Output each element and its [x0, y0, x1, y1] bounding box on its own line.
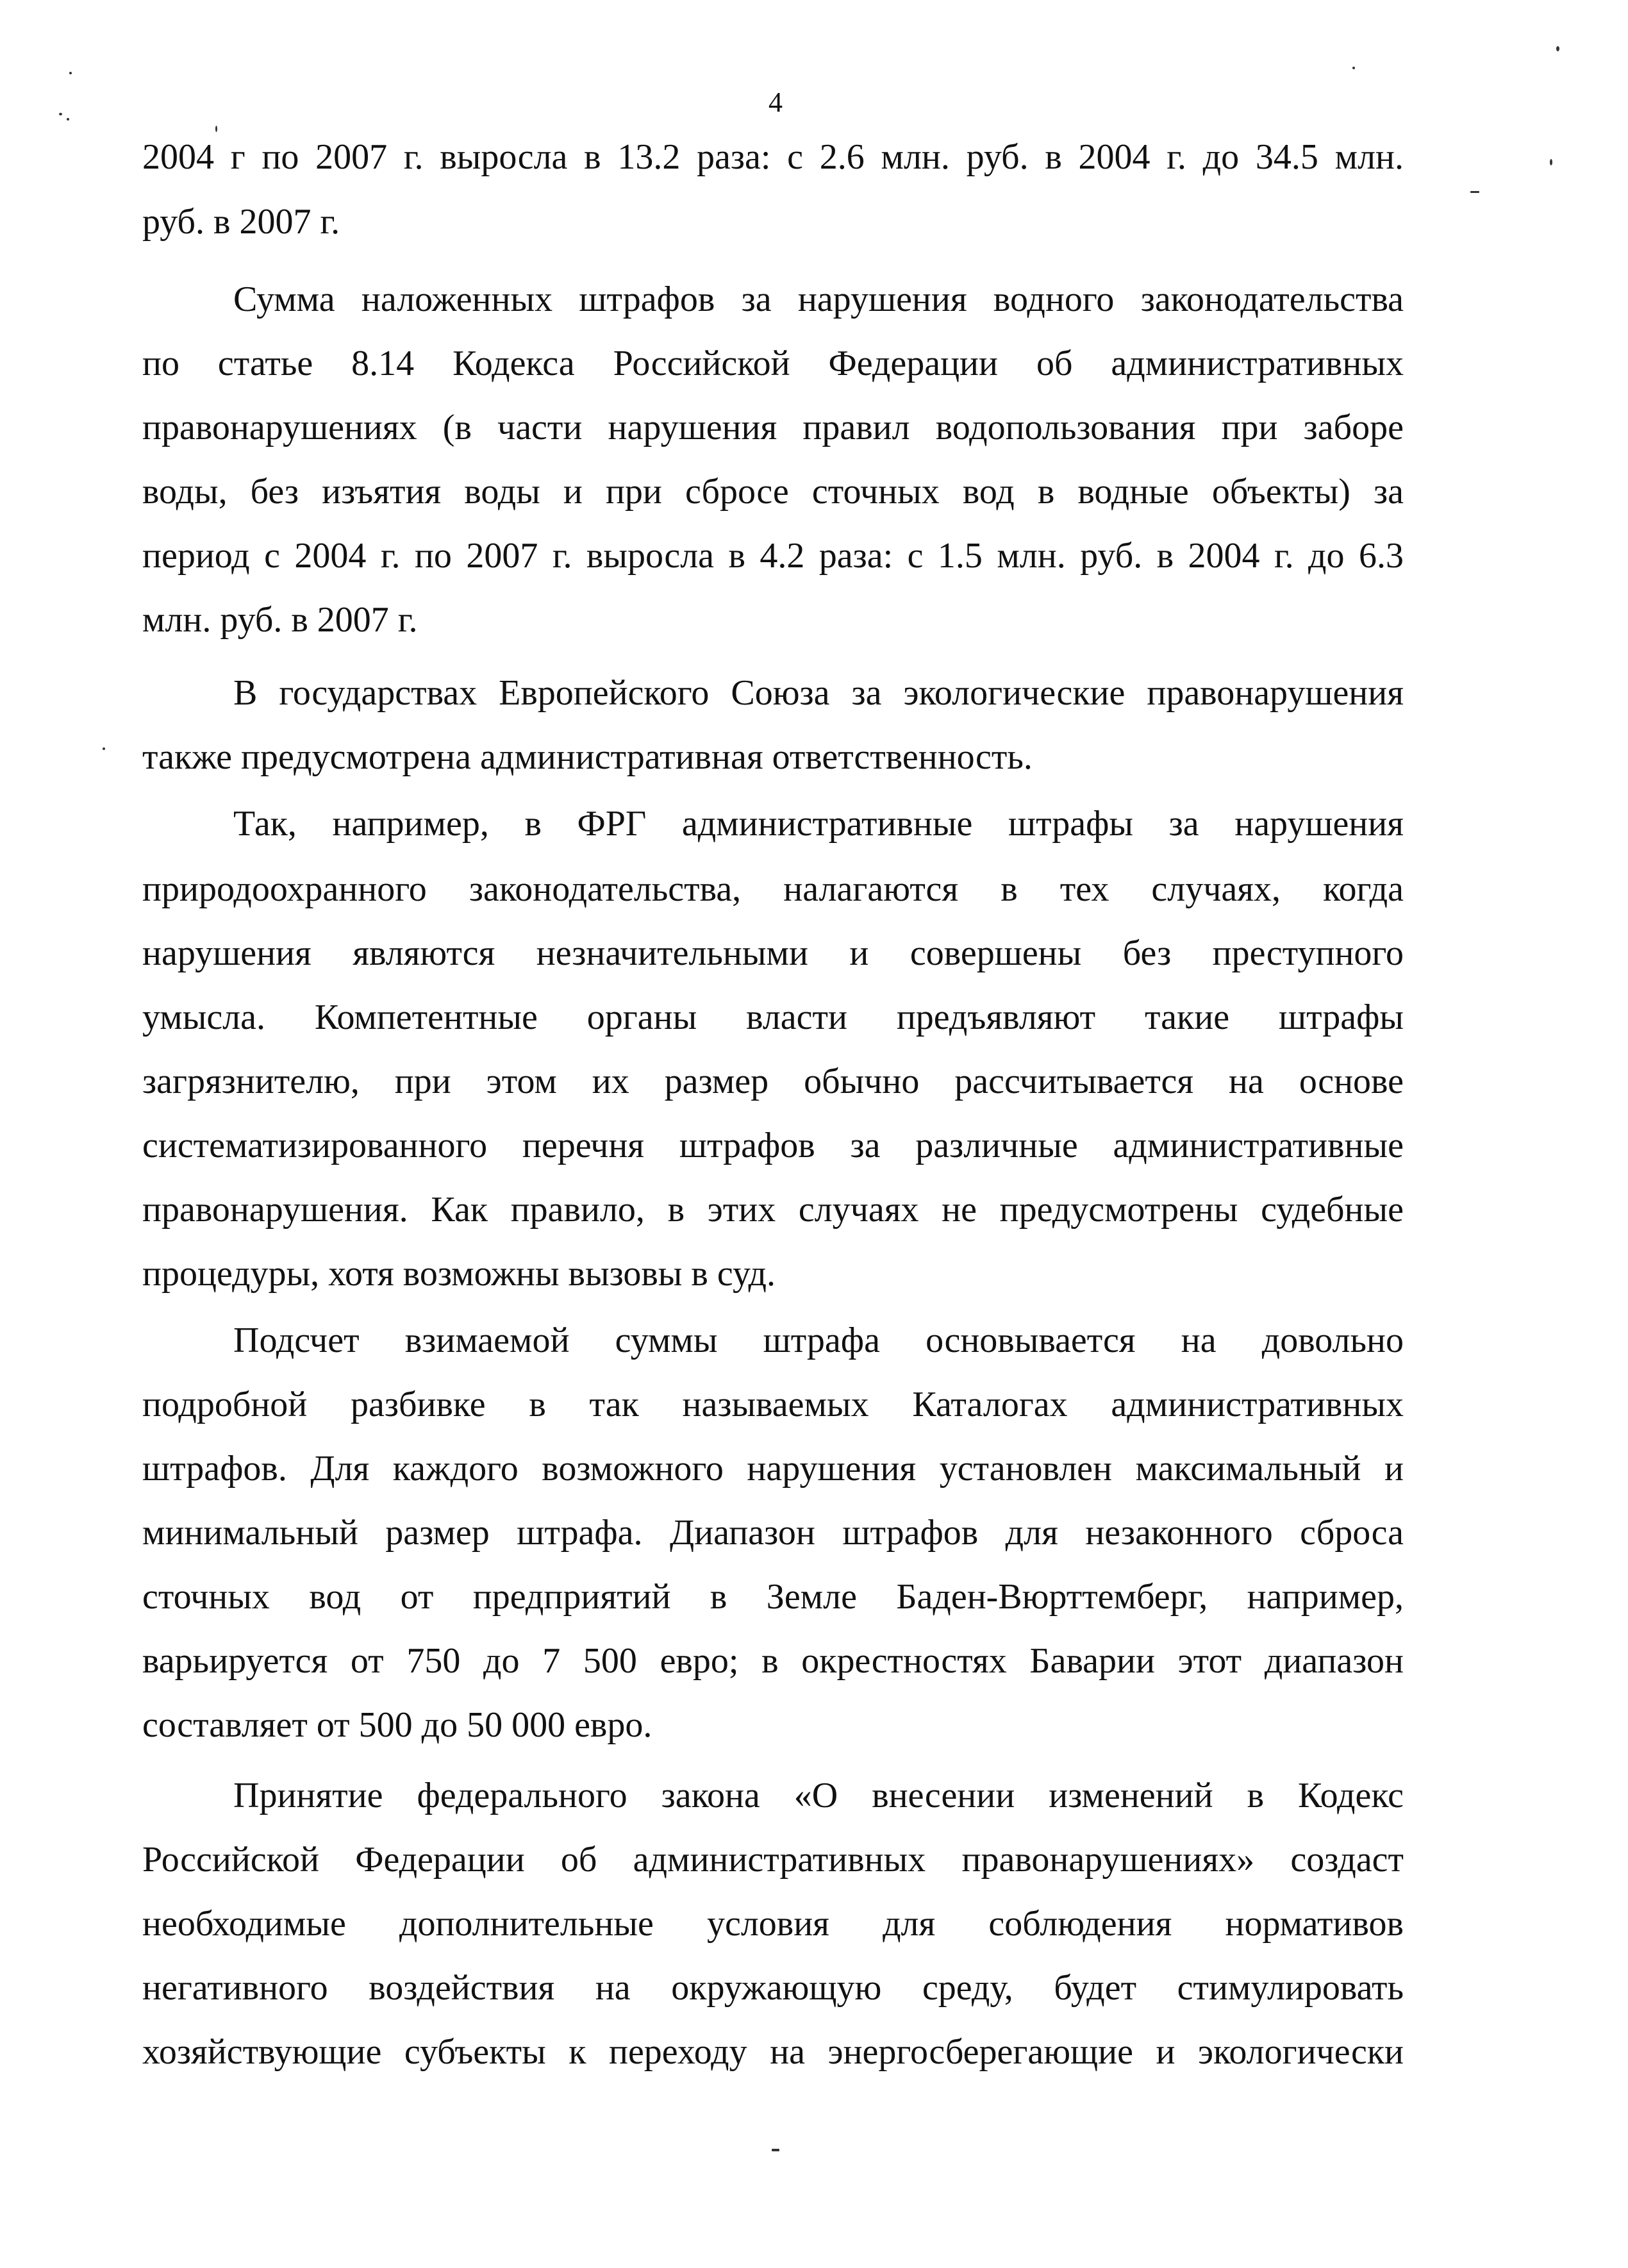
scan-speck [59, 113, 62, 115]
text-line: В государствах Европейского Союза за экологические правонарушения [233, 673, 1404, 713]
text-line: Принятие федерального закона «О внесении изменений в Кодекс [233, 1776, 1404, 1815]
text-line: правонарушениях (в части нарушения правил водопользования при заборе [142, 408, 1404, 447]
text-line: хозяйствующие субъекты к переходу на энергосберегающие и экологически [142, 2032, 1404, 2072]
scan-speck [215, 126, 217, 132]
scan-speck [772, 2149, 779, 2151]
text-line: правонарушения. Как правило, в этих случаях не предусмотрены судебные [142, 1190, 1404, 1230]
text-line: сточных вод от предприятий в Земле Баден-Вюрттемберг, например, [142, 1577, 1404, 1617]
text-line: 2004 г по 2007 г. выросла в 13.2 раза: с 2.6 млн. руб. в 2004 г. до 34.5 млн. [142, 137, 1404, 177]
page-number: 4 [768, 87, 783, 118]
text-line: Так, например, в ФРГ административные штрафы за нарушения [233, 804, 1404, 844]
text-line: умысла. Компетентные органы власти предъявляют такие штрафы [142, 997, 1404, 1037]
text-line: руб. в 2007 г. [142, 202, 340, 242]
text-line: млн. руб. в 2007 г. [142, 600, 418, 640]
text-line: Российской Федерации об административных правонарушениях» создаст [142, 1840, 1404, 1880]
text-line: минимальный размер штрафа. Диапазон штрафов для незаконного сброса [142, 1513, 1404, 1553]
scan-speck [69, 72, 72, 74]
text-line: воды, без изъятия воды и при сбросе сточных вод в водные объекты) за [142, 472, 1404, 512]
text-line: период с 2004 г. по 2007 г. выросла в 4.2 раза: с 1.5 млн. руб. в 2004 г. до 6.3 [142, 536, 1404, 576]
scan-speck [1556, 46, 1559, 51]
scan-speck [67, 118, 69, 121]
scan-speck [103, 747, 105, 750]
text-line: необходимые дополнительные условия для соблюдения нормативов [142, 1904, 1404, 1944]
text-line: составляет от 500 до 50 000 евро. [142, 1705, 652, 1745]
text-line: Подсчет взимаемой суммы штрафа основывается на довольно [233, 1321, 1404, 1360]
text-line: варьируется от 750 до 7 500 евро; в окрестностях Баварии этот диапазон [142, 1641, 1404, 1681]
text-line: по статье 8.14 Кодекса Российской Федерации об административных [142, 344, 1404, 383]
text-line: загрязнителю, при этом их размер обычно рассчитывается на основе [142, 1062, 1404, 1101]
text-line: природоохранного законодательства, налагаются в тех случаях, когда [142, 869, 1404, 909]
scan-speck [1352, 67, 1355, 69]
text-line: штрафов. Для каждого возможного нарушения установлен максимальный и [142, 1449, 1404, 1488]
scan-speck [1470, 191, 1479, 193]
text-line: Сумма наложенных штрафов за нарушения водного законодательства [233, 279, 1404, 319]
text-line: процедуры, хотя возможны вызовы в суд. [142, 1254, 776, 1294]
scan-speck [1550, 159, 1552, 165]
text-line: подробной разбивке в так называемых Каталогах административных [142, 1385, 1404, 1424]
text-line: нарушения являются незначительными и совершены без преступного [142, 933, 1404, 973]
text-line: негативного воздействия на окружающую среду, будет стимулировать [142, 1968, 1404, 2008]
text-line: также предусмотрена административная ответственность. [142, 737, 1033, 777]
text-line: систематизированного перечня штрафов за различные административные [142, 1126, 1404, 1165]
